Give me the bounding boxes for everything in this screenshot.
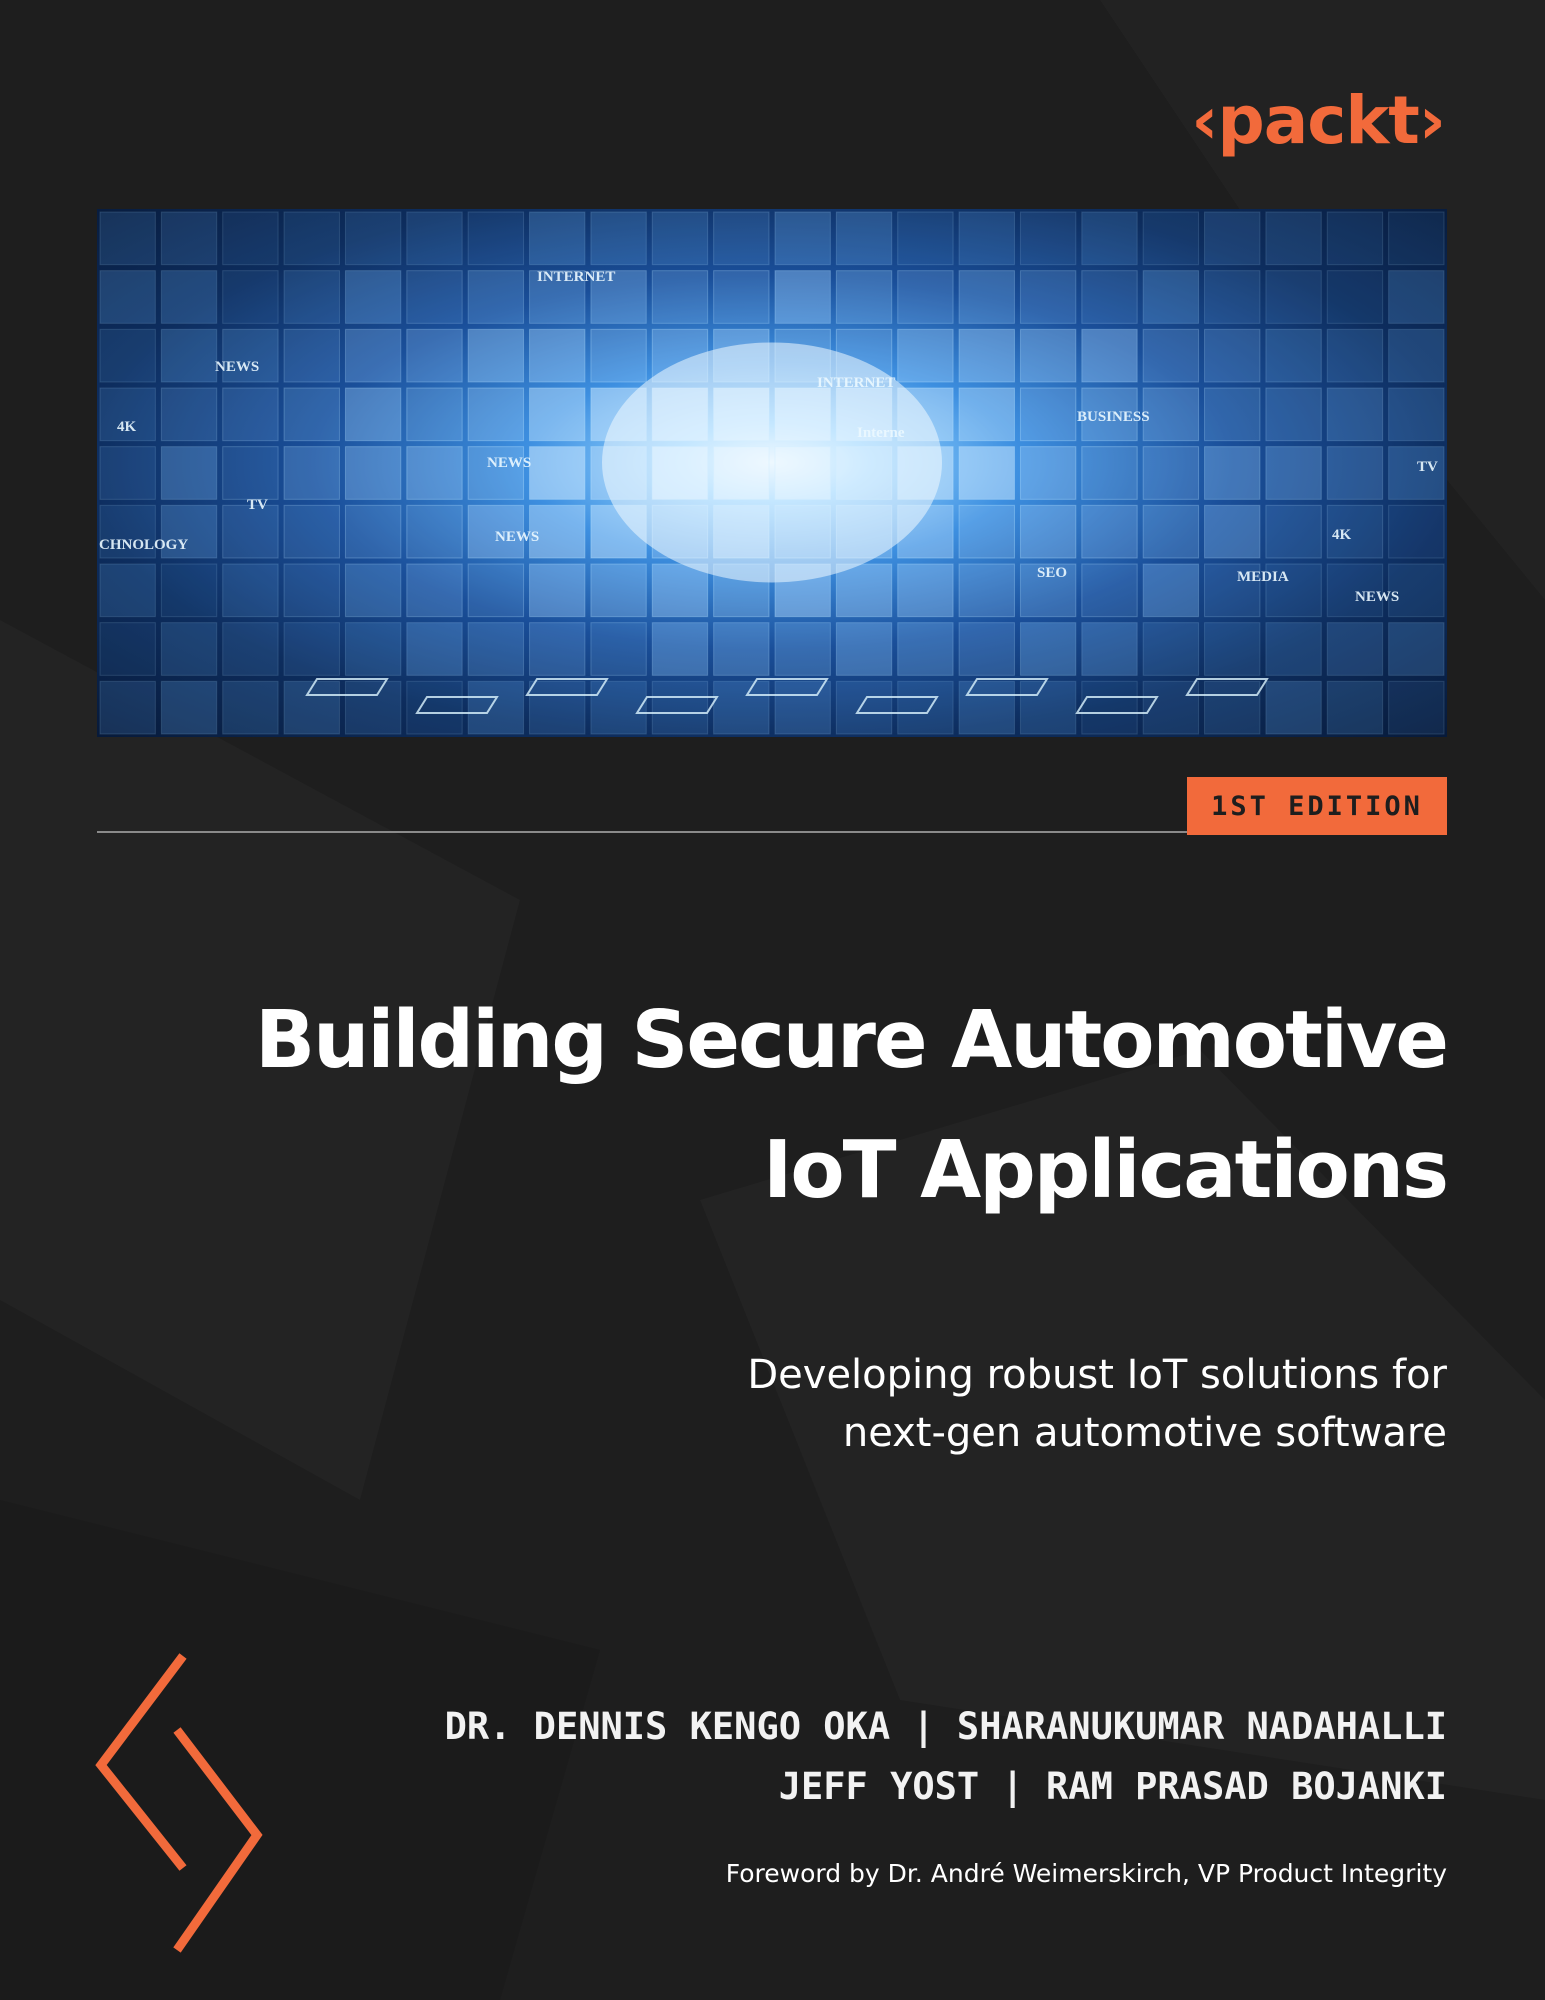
media-tile bbox=[959, 564, 1014, 617]
media-tile bbox=[1143, 505, 1198, 558]
packt-logo: ‹packt› bbox=[1191, 82, 1445, 159]
media-tile bbox=[407, 388, 462, 441]
media-tile bbox=[1327, 388, 1382, 441]
title-line-1: Building Secure Automotive bbox=[254, 994, 1447, 1086]
media-tile bbox=[898, 329, 953, 382]
media-tile bbox=[898, 212, 953, 265]
media-tile bbox=[1327, 329, 1382, 382]
media-tile bbox=[1143, 447, 1198, 500]
media-tile bbox=[1389, 505, 1444, 558]
foreword-credit: Foreword by Dr. André Weimerskirch, VP Product Integrity bbox=[725, 1859, 1447, 1888]
book-subtitle bbox=[447, 1346, 1447, 1462]
media-tile bbox=[530, 212, 585, 265]
media-tile bbox=[1020, 681, 1075, 734]
digital-media-wall-graphic bbox=[97, 209, 1447, 737]
media-tile bbox=[1082, 271, 1137, 324]
edition-badge: 1ST EDITION bbox=[1187, 777, 1447, 835]
media-tile bbox=[1327, 623, 1382, 676]
media-tile bbox=[591, 623, 646, 676]
media-tile bbox=[468, 388, 523, 441]
media-tile bbox=[530, 388, 585, 441]
media-tile bbox=[1266, 212, 1321, 265]
media-tile bbox=[1143, 388, 1198, 441]
media-tile bbox=[1082, 564, 1137, 617]
tile-label: Interne bbox=[857, 425, 905, 441]
media-tile bbox=[345, 447, 400, 500]
media-tile bbox=[1082, 623, 1137, 676]
authors-line-1: DR. DENNIS KENGO OKA | SHARANUKUMAR NADAHALLI bbox=[444, 1705, 1447, 1748]
media-tile bbox=[345, 505, 400, 558]
media-tile bbox=[775, 271, 830, 324]
tile-label: 4K bbox=[1332, 527, 1352, 543]
media-tile bbox=[468, 681, 523, 734]
media-tile bbox=[284, 623, 339, 676]
media-tile bbox=[775, 623, 830, 676]
media-tile bbox=[1020, 623, 1075, 676]
media-tile bbox=[223, 623, 278, 676]
media-tile bbox=[1205, 388, 1260, 441]
media-tile bbox=[898, 623, 953, 676]
media-tile bbox=[223, 271, 278, 324]
media-tile bbox=[407, 505, 462, 558]
media-tile bbox=[591, 329, 646, 382]
media-tile bbox=[345, 212, 400, 265]
media-tile bbox=[530, 447, 585, 500]
media-tile bbox=[161, 212, 216, 265]
media-tile bbox=[591, 564, 646, 617]
tile-label: TV bbox=[1417, 459, 1438, 475]
media-tile bbox=[652, 271, 707, 324]
media-tile bbox=[959, 505, 1014, 558]
media-tile bbox=[407, 623, 462, 676]
media-tile bbox=[284, 505, 339, 558]
media-tile bbox=[345, 271, 400, 324]
tile-label: INTERNET bbox=[817, 375, 896, 391]
media-tile bbox=[1020, 329, 1075, 382]
media-tile bbox=[1205, 623, 1260, 676]
tile-label: MEDIA bbox=[1237, 569, 1289, 585]
media-tile bbox=[1266, 271, 1321, 324]
media-tile bbox=[1205, 271, 1260, 324]
tile-label: NEWS bbox=[495, 529, 540, 545]
media-tile bbox=[468, 564, 523, 617]
media-tile bbox=[223, 212, 278, 265]
media-tile bbox=[959, 329, 1014, 382]
media-tile bbox=[100, 447, 155, 500]
media-tile bbox=[1143, 329, 1198, 382]
media-tile bbox=[161, 681, 216, 734]
media-tile bbox=[591, 212, 646, 265]
media-tile bbox=[1389, 681, 1444, 734]
media-tile bbox=[530, 564, 585, 617]
media-tile bbox=[836, 681, 891, 734]
media-tile bbox=[959, 623, 1014, 676]
media-tile bbox=[407, 271, 462, 324]
media-tile bbox=[345, 388, 400, 441]
media-tile bbox=[652, 212, 707, 265]
media-tile bbox=[1389, 329, 1444, 382]
media-tile bbox=[1020, 212, 1075, 265]
media-tile bbox=[223, 447, 278, 500]
media-tile bbox=[100, 564, 155, 617]
media-tile bbox=[1327, 212, 1382, 265]
media-tile bbox=[1327, 271, 1382, 324]
media-tile bbox=[959, 271, 1014, 324]
media-tile bbox=[223, 681, 278, 734]
tile-label: NEWS bbox=[1355, 589, 1400, 605]
media-tile bbox=[223, 564, 278, 617]
media-tile bbox=[1020, 388, 1075, 441]
media-tile bbox=[161, 271, 216, 324]
media-tile bbox=[345, 564, 400, 617]
media-tile bbox=[1327, 447, 1382, 500]
media-tile bbox=[1082, 212, 1137, 265]
media-tile bbox=[836, 564, 891, 617]
media-tile bbox=[1266, 681, 1321, 734]
tile-label: 4K bbox=[117, 419, 137, 435]
media-tile bbox=[959, 212, 1014, 265]
media-tile bbox=[468, 212, 523, 265]
author-list bbox=[247, 1697, 1447, 1817]
media-tile bbox=[100, 212, 155, 265]
media-tile bbox=[1389, 623, 1444, 676]
media-tile bbox=[1266, 505, 1321, 558]
media-tile bbox=[161, 564, 216, 617]
media-tile bbox=[284, 564, 339, 617]
media-tile bbox=[161, 388, 216, 441]
media-tile bbox=[407, 212, 462, 265]
media-tile bbox=[714, 271, 769, 324]
media-tile bbox=[1205, 447, 1260, 500]
media-tile bbox=[959, 681, 1014, 734]
media-tile bbox=[898, 564, 953, 617]
media-tile bbox=[1020, 505, 1075, 558]
media-tile bbox=[223, 388, 278, 441]
book-title bbox=[197, 975, 1447, 1235]
media-tile bbox=[714, 212, 769, 265]
media-tile bbox=[714, 681, 769, 734]
media-tile bbox=[1143, 564, 1198, 617]
media-tile bbox=[1266, 388, 1321, 441]
media-tile bbox=[1389, 271, 1444, 324]
media-tile bbox=[1082, 329, 1137, 382]
media-tile bbox=[1389, 388, 1444, 441]
media-tile bbox=[1020, 271, 1075, 324]
media-tile bbox=[959, 447, 1014, 500]
media-tile bbox=[1082, 447, 1137, 500]
media-tile bbox=[407, 329, 462, 382]
media-tile bbox=[1205, 505, 1260, 558]
subtitle-line-2: next-gen automotive software bbox=[842, 1410, 1447, 1456]
media-tile bbox=[100, 623, 155, 676]
media-tile bbox=[530, 681, 585, 734]
title-line-2: IoT Applications bbox=[763, 1124, 1447, 1216]
authors-line-2: JEFF YOST | RAM PRASAD BOJANKI bbox=[778, 1765, 1447, 1808]
media-tile bbox=[161, 623, 216, 676]
media-tile bbox=[345, 681, 400, 734]
media-tile bbox=[1266, 623, 1321, 676]
media-tile bbox=[345, 623, 400, 676]
media-tile bbox=[468, 329, 523, 382]
media-tile bbox=[284, 388, 339, 441]
media-tile bbox=[468, 271, 523, 324]
media-tile bbox=[345, 329, 400, 382]
media-tile bbox=[1143, 623, 1198, 676]
media-tile bbox=[836, 623, 891, 676]
media-tile bbox=[1143, 212, 1198, 265]
media-tile bbox=[898, 681, 953, 734]
media-tile bbox=[898, 271, 953, 324]
media-tile bbox=[407, 564, 462, 617]
media-tile bbox=[1143, 271, 1198, 324]
media-tile bbox=[161, 447, 216, 500]
media-tile bbox=[714, 623, 769, 676]
tile-label: TV bbox=[247, 497, 268, 513]
media-tile bbox=[836, 271, 891, 324]
media-tile bbox=[1205, 681, 1260, 734]
media-tile bbox=[407, 681, 462, 734]
tile-label: SEO bbox=[1037, 565, 1068, 581]
subtitle-line-1: Developing robust IoT solutions for bbox=[747, 1352, 1447, 1398]
media-tile bbox=[530, 329, 585, 382]
media-tile bbox=[652, 681, 707, 734]
tile-label: BUSINESS bbox=[1077, 409, 1150, 425]
media-tile bbox=[836, 212, 891, 265]
tile-label: CHNOLOGY bbox=[99, 537, 189, 553]
tile-label: NEWS bbox=[215, 359, 260, 375]
media-tile bbox=[407, 447, 462, 500]
media-tile bbox=[959, 388, 1014, 441]
media-tile bbox=[284, 212, 339, 265]
media-tile bbox=[652, 564, 707, 617]
media-tile bbox=[1020, 447, 1075, 500]
media-tile bbox=[100, 329, 155, 382]
media-tile bbox=[223, 505, 278, 558]
media-tile bbox=[284, 329, 339, 382]
media-tile bbox=[1389, 212, 1444, 265]
media-tile bbox=[100, 271, 155, 324]
hero-image bbox=[97, 209, 1447, 737]
media-tile bbox=[284, 447, 339, 500]
media-tile bbox=[1082, 505, 1137, 558]
media-tile bbox=[161, 329, 216, 382]
media-tile bbox=[591, 681, 646, 734]
media-tile bbox=[1266, 329, 1321, 382]
media-tile bbox=[1082, 681, 1137, 734]
media-tile bbox=[775, 212, 830, 265]
media-tile bbox=[530, 623, 585, 676]
tile-label: INTERNET bbox=[537, 269, 616, 285]
media-tile bbox=[1205, 329, 1260, 382]
media-tile bbox=[1205, 212, 1260, 265]
edition-rule bbox=[97, 831, 1187, 833]
tile-label: NEWS bbox=[487, 455, 532, 471]
media-tile bbox=[652, 623, 707, 676]
media-tile bbox=[284, 271, 339, 324]
media-tile bbox=[1266, 447, 1321, 500]
media-tile bbox=[468, 623, 523, 676]
media-tile bbox=[1327, 681, 1382, 734]
media-tile bbox=[775, 681, 830, 734]
media-tile bbox=[100, 681, 155, 734]
